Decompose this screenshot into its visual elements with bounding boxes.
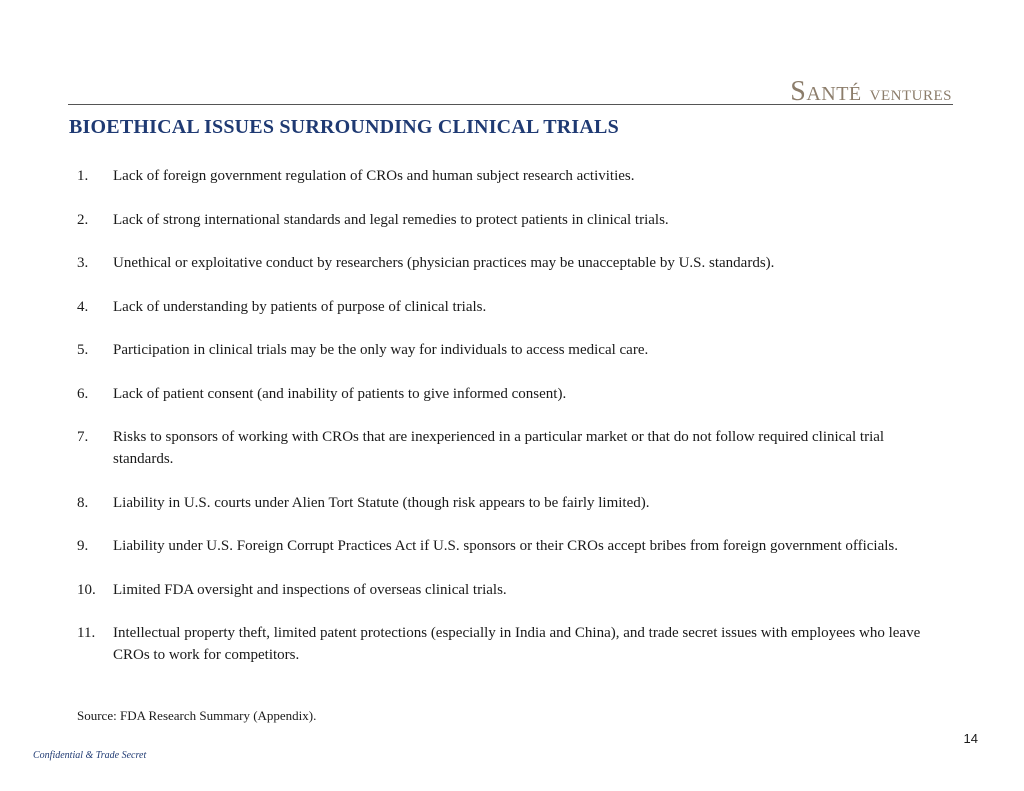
item-number: 8. [77,494,89,511]
item-text: Limited FDA oversight and inspections of overseas clinical trials. [113,581,507,598]
list-item [77,492,947,514]
item-text: Liability in U.S. courts under Alien Tort Statute (though risk appears to be fairly limited). [113,494,650,511]
item-text: Lack of patient consent (and inability of patients to give informed consent). [113,385,567,402]
slide-title: BIOETHICAL ISSUES SURROUNDING CLINICAL TRIALS [69,116,619,138]
item-number: 1. [77,168,89,184]
list-item [77,296,947,318]
item-number: 5. [77,342,89,358]
item-text: Intellectual property theft, limited patent protections (especially in India and China), and trade secret issues with employees who leave CROs to work for competitors. [113,625,921,663]
list-item [77,383,947,405]
item-text: Liability under U.S. Foreign Corrupt Practices Act if U.S. sponsors or their CROs accept bribes from foreign government officials. [113,538,898,554]
logo-sub: ventures [869,80,952,105]
list-item [77,535,947,557]
header-divider [68,104,953,105]
item-number: 3. [77,255,89,271]
list-item [77,579,947,601]
item-text: Unethical or exploitative conduct by researchers (physician practices may be unacceptable by U.S. standards). [113,255,775,271]
item-number: 9. [77,538,89,554]
item-number: 4. [77,298,89,315]
list-item [77,165,947,187]
item-text: Lack of foreign government regulation of CROs and human subject research activities. [113,168,635,184]
item-number: 6. [77,385,89,402]
page-number: 14 [963,731,978,746]
list-item [77,426,947,470]
item-number: 10. [77,581,96,598]
item-number: 2. [77,211,89,228]
logo-brand: Santé [790,76,862,107]
item-text: Risks to sponsors of working with CROs that are inexperienced in a particular market or that do not follow required clinical trial standards. [113,429,885,467]
item-number: 11. [77,625,96,641]
list-item [77,209,947,231]
item-text: Lack of understanding by patients of purpose of clinical trials. [113,298,487,315]
confidentiality-footer: Confidential & Trade Secret [33,750,147,761]
list-item [77,252,947,274]
source-note: Source: FDA Research Summary (Appendix). [77,708,317,723]
item-number: 7. [77,429,89,445]
list-item [77,339,947,361]
issues-list [77,165,947,688]
item-text: Participation in clinical trials may be the only way for individuals to access medical care. [113,342,649,358]
list-item [77,622,947,666]
item-text: Lack of strong international standards and legal remedies to protect patients in clinical trials. [113,211,669,228]
